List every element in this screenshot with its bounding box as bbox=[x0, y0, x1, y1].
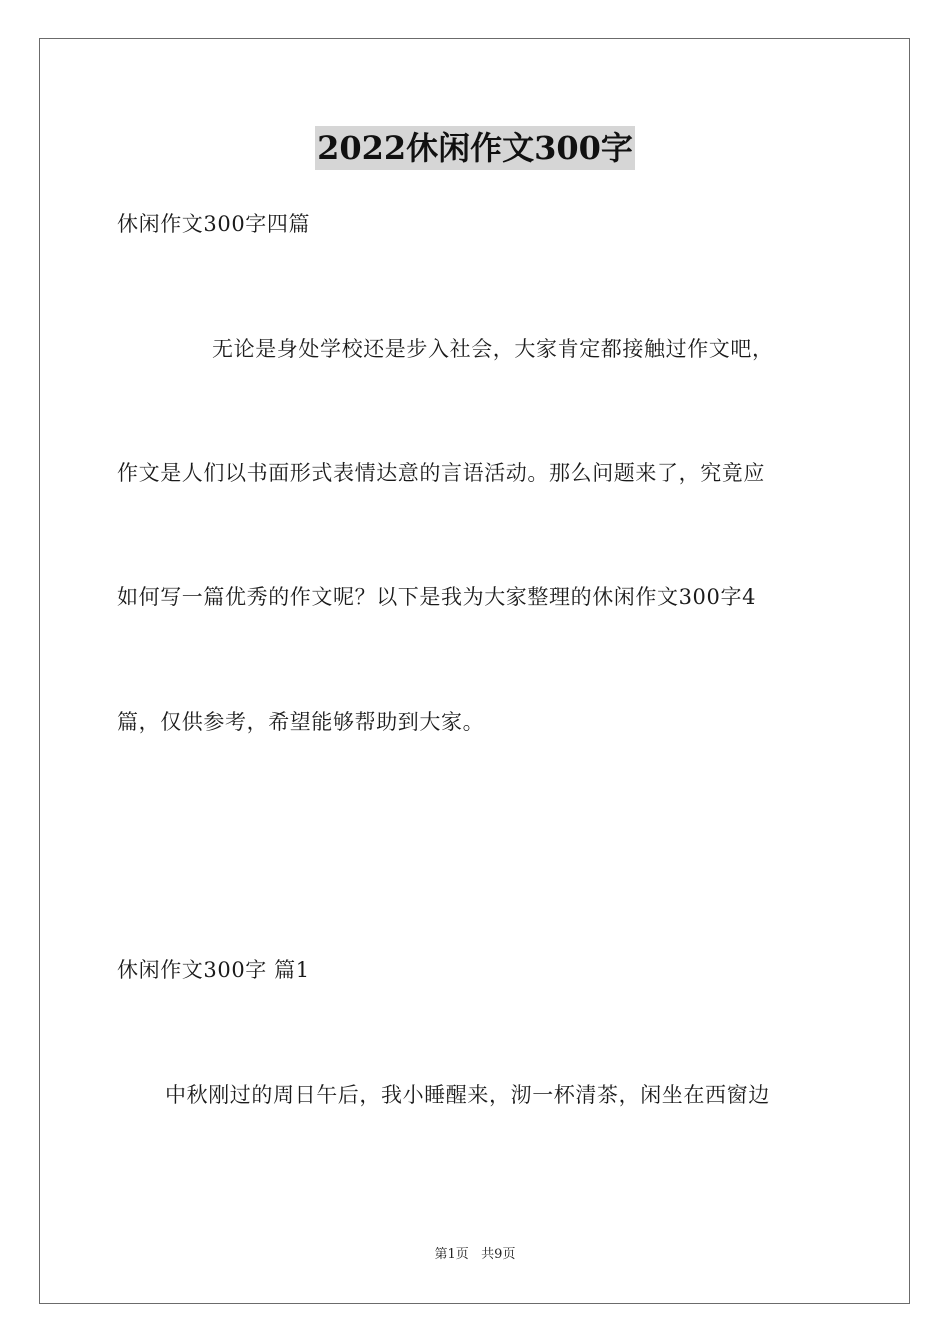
intro-line-3: 如何写一篇优秀的作文呢？以下是我为大家整理的休闲作文300字4 bbox=[117, 585, 757, 609]
intro-line-2: 作文是人们以书面形式表情达意的言语活动。那么问题来了，究竟应 bbox=[117, 461, 765, 485]
section-heading: 休闲作文300字 篇1 bbox=[117, 958, 310, 982]
document-title: 2022休闲作文300字 bbox=[315, 126, 635, 170]
intro-line-1: 无论是身处学校还是步入社会，大家肯定都接触过作文吧， bbox=[212, 337, 774, 361]
page-footer: 第1页 共9页 bbox=[434, 1247, 516, 1262]
intro-line-4: 篇，仅供参考，希望能够帮助到大家。 bbox=[117, 710, 485, 734]
section-paragraph-line-1: 中秋刚过的周日午后，我小睡醒来，沏一杯清茶，闲坐在西窗边 bbox=[165, 1083, 770, 1107]
document-subtitle: 休闲作文300字四篇 bbox=[117, 212, 311, 236]
title-container bbox=[0, 126, 950, 170]
